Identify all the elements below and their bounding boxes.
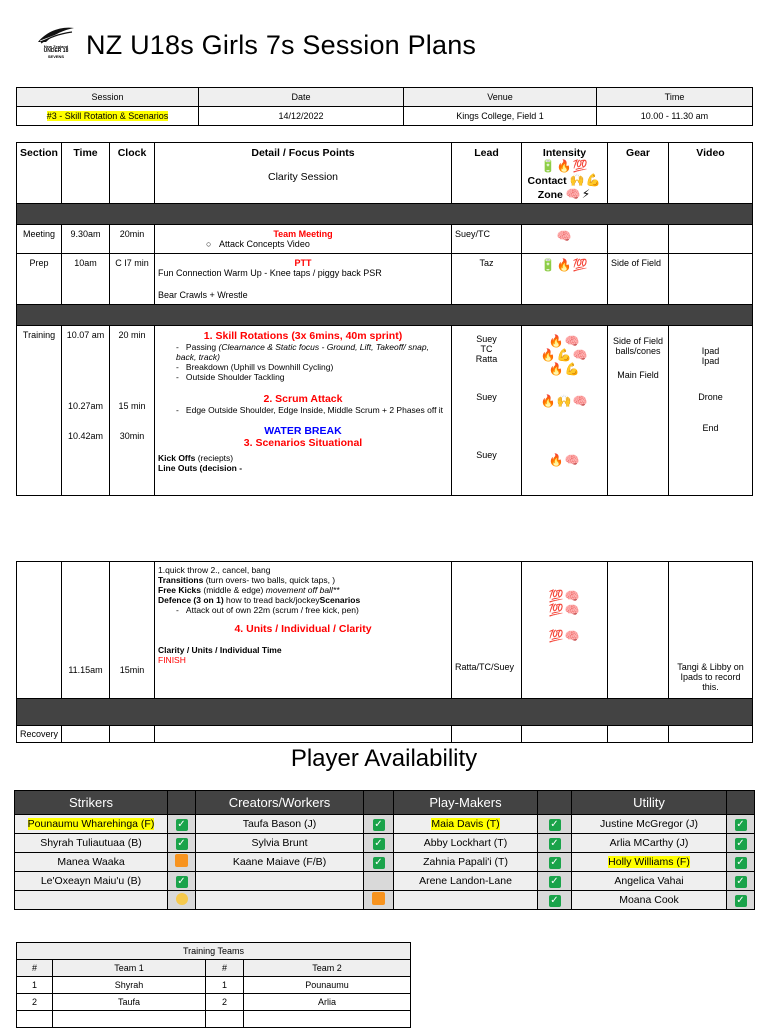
recovery-section: Recovery [17,726,62,743]
team1-player: Shyrah [53,977,206,994]
video-ipad1: Ipad [701,346,720,356]
meeting-intensity: 🧠 [522,225,608,254]
check-icon: ✓ [538,891,572,910]
prep-time: 10am [62,254,110,305]
scrum-attack-title: 2. Scrum Attack [263,393,343,405]
skill-rotations-title: 1. Skill Rotations (3x 6mins, 40m sprint) [203,330,403,342]
training-time1: 10.07 am [66,330,105,340]
session-cell [17,107,199,126]
player-name: Angelica Vahai [572,872,727,891]
cont-line2: Transitions (turn overs- two balls, quick taps, ) [158,575,336,585]
player-name: Zahnia Papali'i (T) [394,853,538,872]
prep-line2: Bear Crawls + Wrestle [158,290,248,300]
col-lead: Lead [452,143,522,204]
teams-header-team1: Team 1 [53,960,206,977]
units-lead-cell [452,562,522,699]
player-name: Arene Landon-Lane [394,872,538,891]
units-clock: 15min [119,665,145,675]
training-clock2: 15 min [118,401,146,411]
prep-clock: C I7 min [110,254,155,305]
bullet-edge: - Edge Outside Shoulder, Edge Inside, Middle Scrum + 2 Phases off it [176,405,444,415]
gear-main-field: Main Field [617,370,659,380]
team1-player: Taufa [53,994,206,1011]
cont-line5: - Attack out of own 22m (scrum / free kick, pen) [176,605,359,615]
player-name [394,891,538,910]
prep-gear: Side of Field [608,254,669,305]
header-venue: Venue [404,88,597,107]
empty-status [364,872,394,891]
training-clock1: 20 min [118,330,146,340]
check-icon: ✓ [538,872,572,891]
availability-table [14,790,755,910]
check-icon: ✓ [538,834,572,853]
team-num: 2 [206,994,244,1011]
session-name: #3 - Skill Rotation & Scenarios [46,111,169,121]
cont-line1: 1.quick throw 2., cancel, bang [158,565,271,575]
prep-detail [155,254,452,305]
player-name: Le'Oxeayn Maiu'u (B) [15,872,168,891]
col-video: Video [669,143,753,204]
col-detail-sub: Clarity Session [267,171,339,183]
header-playmakers: Play-Makers [394,791,538,815]
player-name: Holly Williams (F) [572,853,727,872]
player-name: Taufa Bason (J) [196,815,364,834]
units-video-cell [669,562,753,699]
session-time: 10.00 - 11.30 am [597,107,753,126]
teams-row [17,977,411,994]
units-title: 4. Units / Individual / Clarity [234,623,372,635]
training-clocks [110,326,155,496]
units-video: Tangi & Libby on Ipads to record this. [677,662,744,692]
training-detail [155,326,452,496]
nz-u18-sevens-logo [32,22,78,68]
meeting-clock: 20min [110,225,155,254]
sick-face-icon [168,891,196,910]
line-outs: Line Outs (decision - [158,463,243,473]
check-icon: ✓ [727,891,755,910]
teams-row [17,1011,411,1028]
plan-header-row [17,143,753,204]
col-detail-label: Detail / Focus Points [251,147,355,159]
finish-label: FINISH [158,655,186,665]
player-name: Shyrah Tuliautuaa (B) [15,834,168,853]
session-plan-table [16,142,753,496]
check-icon: ✓ [538,853,572,872]
check-icon: ✓ [364,815,394,834]
cont-line4: Defence (3 on 1) how to tread back/jockeyScenarios [158,595,361,605]
divider-row [17,699,753,726]
check-icon: ✓ [168,834,196,853]
lead-suey: Suey [476,334,497,344]
availability-header-row [15,791,755,815]
player-name: Justine McGregor (J) [572,815,727,834]
meeting-time: 9.30am [62,225,110,254]
player-row [15,853,755,872]
units-gear [608,562,669,699]
prep-video [669,254,753,305]
player-name [196,872,364,891]
player-name [15,891,168,910]
col-clock: Clock [110,143,155,204]
gear-side-field: Side of Field balls/cones [612,336,664,356]
training-section: Training [17,326,62,496]
prep-title: PTT [294,258,312,268]
bullet-breakdown: - Breakdown (Uphill vs Downhill Cycling) [176,362,334,372]
orange-square-icon [364,891,394,910]
col-section: Section [17,143,62,204]
team-num: 2 [17,994,53,1011]
check-icon: ✓ [364,853,394,872]
units-clock-cell [110,562,155,699]
training-video [669,326,753,496]
meeting-lead: Suey/TC [452,225,522,254]
training-teams-table [16,942,411,1028]
check-icon: ✓ [168,815,196,834]
units-time: 11.15am [68,665,103,675]
units-section [17,562,62,699]
teams-header-num1: # [17,960,53,977]
kick-offs: Kick Offs (reciepts) [158,453,234,463]
scenarios-title: 3. Scenarios Situational [243,437,363,449]
player-name: Abby Lockhart (T) [394,834,538,853]
recovery-row [17,726,753,743]
meeting-gear [608,225,669,254]
meeting-title: Team Meeting [273,229,333,239]
divider-row [17,305,753,326]
lead-scrum: Suey [476,392,497,402]
lead-scenarios: Suey [476,450,497,460]
header-date: Date [199,88,404,107]
player-name: Pounaumu Wharehinga (F) [15,815,168,834]
col-intensity-l2: Contact 🙌💪 [527,173,602,187]
training-clock3: 30min [119,431,145,441]
check-icon: ✓ [727,872,755,891]
player-row [15,891,755,910]
col-intensity-l3: Zone 🧠⚡ [537,187,592,201]
teams-header-row [17,960,411,977]
check-icon: ✓ [727,853,755,872]
training-time2: 10.27am [67,401,104,411]
prep-row [17,254,753,305]
player-name: Manea Waaka [15,853,168,872]
player-name: Moana Cook [572,891,727,910]
header-utility: Utility [572,791,727,815]
col-intensity-emoji: 🔋🔥💯 [540,159,589,173]
check-icon: ✓ [364,834,394,853]
video-drone: Drone [698,392,723,402]
session-value-row [17,107,753,126]
player-row [15,834,755,853]
meeting-detail [155,225,452,254]
water-break: WATER BREAK [264,425,342,437]
prep-line1: Fun Connection Warm Up - Knee taps / piggy back PSR [158,268,382,278]
logo-text-2: UNDER 18 [43,48,69,54]
check-icon: ✓ [168,872,196,891]
session-venue: Kings College, Field 1 [404,107,597,126]
lead-tc: TC [480,344,493,354]
meeting-item: ○ Attack Concepts Video [206,239,310,249]
header-time: Time [597,88,753,107]
team-num: 1 [206,977,244,994]
player-name: Kaane Maiave (F/B) [196,853,364,872]
bullet-tackling: - Outside Shoulder Tackling [176,372,285,382]
player-name: Sylvia Brunt [196,834,364,853]
page-title: NZ U18s Girls 7s Session Plans [86,29,477,60]
lead-ratta: Ratta [475,354,498,364]
session-plan-continued [16,561,753,743]
units-row [17,562,753,699]
video-ipad2: Ipad [701,356,720,366]
header-creators: Creators/Workers [196,791,364,815]
check-icon: ✓ [538,815,572,834]
teams-title-row [17,943,411,960]
teams-row [17,994,411,1011]
training-row [17,326,753,496]
player-row [15,815,755,834]
prep-intensity: 🔋🔥💯 [522,254,608,305]
meeting-section: Meeting [17,225,62,254]
teams-title: Training Teams [17,943,411,960]
team2-player: Pounaumu [244,977,411,994]
units-lead: Ratta/TC/Suey [455,662,515,672]
check-icon: ✓ [727,834,755,853]
units-time-cell [62,562,110,699]
orange-square-icon [168,853,196,872]
clarity-time: Clarity / Units / Individual Time [158,645,282,655]
meeting-row [17,225,753,254]
meeting-video [669,225,753,254]
bullet-passing: - Passing (Clearnance & Static focus - Ground, Lift, Takeoff/ snap, back, track) [176,342,429,362]
training-times [62,326,110,496]
check-icon: ✓ [727,815,755,834]
prep-lead: Taz [452,254,522,305]
session-header-row [17,88,753,107]
cont-line3: Free Kicks (middle & edge) movement off ball** [158,585,340,595]
logo-text-3: SEVENS [47,54,65,59]
units-detail [155,562,452,699]
col-intensity-l1: Intensity [542,147,587,159]
col-intensity [522,143,608,204]
training-time3: 10.42am [67,431,104,441]
team-num: 1 [17,977,53,994]
availability-title: Player Availability [290,745,478,772]
units-intensity: 💯🧠 💯🧠 💯🧠 [522,562,608,699]
player-name [196,891,364,910]
divider-row [17,204,753,225]
page-header [32,22,476,68]
session-info-table [16,87,753,126]
col-gear: Gear [608,143,669,204]
prep-section: Prep [17,254,62,305]
col-detail [155,143,452,204]
header-session: Session [17,88,199,107]
player-name: Maia Davis (T) [394,815,538,834]
training-intensity: 🔥🧠 🔥💪🧠 🔥💪 🔥🙌🧠 🔥🧠 [522,326,608,496]
training-leads [452,326,522,496]
teams-header-team2: Team 2 [244,960,411,977]
player-name: Arlia MCarthy (J) [572,834,727,853]
teams-header-num2: # [206,960,244,977]
header-strikers: Strikers [15,791,168,815]
video-end: End [702,423,719,433]
logo-text-1: New Zealand [43,44,69,49]
col-time: Time [62,143,110,204]
session-date: 14/12/2022 [199,107,404,126]
training-gear [608,326,669,496]
player-row [15,872,755,891]
team2-player: Arlia [244,994,411,1011]
